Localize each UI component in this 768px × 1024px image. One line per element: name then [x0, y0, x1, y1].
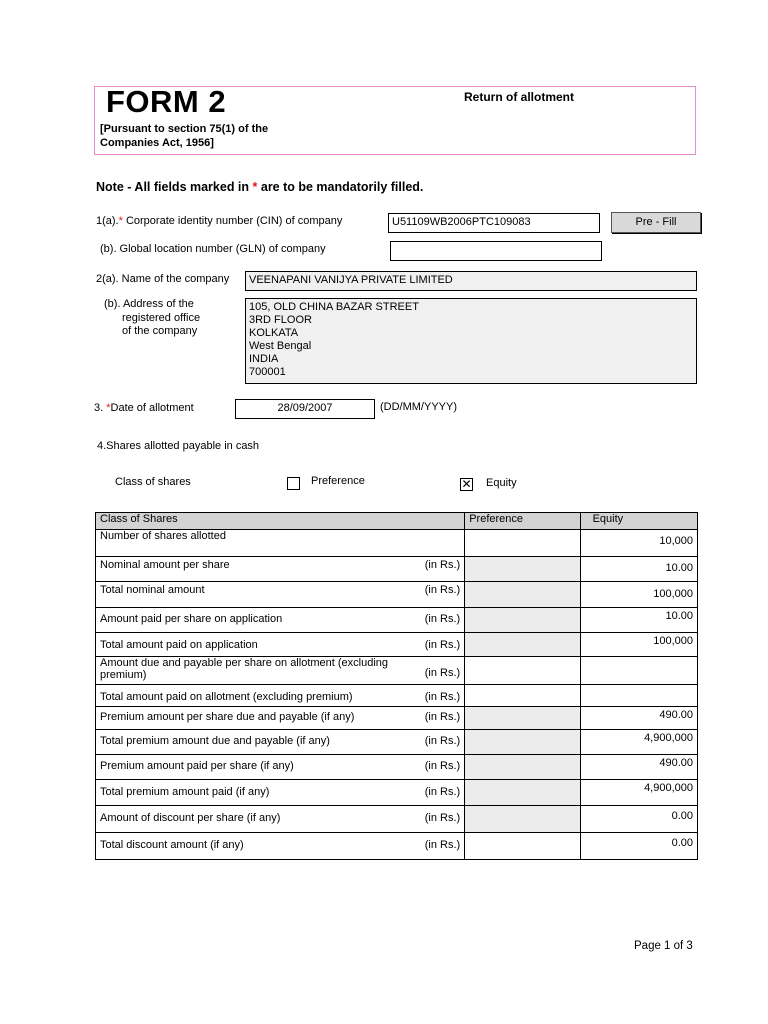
required-star: * — [118, 215, 123, 227]
preference-cell[interactable] — [465, 833, 580, 860]
row-label-text: Total nominal amount — [100, 584, 205, 596]
row-label — [96, 755, 465, 780]
cin-label-text: Corporate identity number (CIN) of company — [122, 215, 343, 227]
shares-table — [95, 512, 698, 860]
row-label — [96, 657, 465, 685]
date-label-text: Date of allotment — [110, 402, 194, 414]
header-equity: Equity — [580, 513, 697, 530]
date-label — [94, 402, 194, 414]
equity-cell[interactable]: 100,000 — [580, 633, 697, 657]
required-star: * — [106, 402, 111, 414]
checkbox-check-icon: ✕ — [461, 477, 472, 491]
pursuant-line-2: Companies Act, 1956] — [100, 137, 214, 149]
address-label-line-3: of the company — [122, 325, 198, 337]
address-line: 700001 — [249, 366, 286, 378]
row-unit: (in Rs.) — [424, 584, 461, 596]
gln-label: (b). Global location number (GLN) of company — [100, 243, 326, 255]
preference-cell[interactable] — [465, 730, 580, 755]
address-line: West Bengal — [249, 340, 312, 352]
equity-cell[interactable] — [580, 657, 697, 685]
equity-cell[interactable]: 4,900,000 — [580, 780, 697, 806]
row-unit: (in Rs.) — [424, 839, 461, 851]
row-label — [96, 707, 465, 730]
row-label-text: Total amount paid on allotment (excluding premium) — [100, 691, 353, 703]
address-line: 3RD FLOOR — [249, 314, 312, 326]
return-title: Return of allotment — [464, 90, 574, 104]
row-label-text: Nominal amount per share — [100, 559, 230, 571]
row-label-text: Total amount paid on application — [100, 639, 258, 651]
gln-input[interactable] — [390, 241, 602, 261]
table-row — [96, 633, 698, 657]
form-title: FORM 2 — [106, 84, 227, 119]
preference-cell[interactable] — [465, 685, 580, 707]
row-unit: (in Rs.) — [424, 812, 461, 824]
preference-cell[interactable] — [465, 582, 580, 608]
date-format-hint: (DD/MM/YYYY) — [380, 401, 457, 413]
row-unit: (in Rs.) — [424, 760, 461, 772]
preference-cell[interactable] — [465, 780, 580, 806]
cin-label-prefix: 1(a). — [96, 215, 119, 227]
equity-cell[interactable]: 100,000 — [580, 582, 697, 608]
note-prefix: Note - All fields marked in — [96, 180, 253, 194]
address-line: INDIA — [249, 353, 279, 365]
equity-checkbox[interactable] — [460, 478, 473, 491]
preference-cell[interactable] — [465, 557, 580, 582]
address-label-line-2: registered office — [122, 311, 201, 324]
date-input[interactable]: 28/09/2007 — [235, 399, 375, 419]
row-label-text: Amount of discount per share (if any) — [100, 812, 281, 824]
page-number: Page 1 of 3 — [634, 940, 693, 952]
row-unit: (in Rs.) — [424, 667, 461, 679]
preference-checkbox-label: Preference — [311, 475, 365, 487]
row-label — [96, 806, 465, 833]
preference-cell[interactable] — [465, 657, 580, 685]
row-label — [96, 530, 465, 557]
cin-input[interactable]: U51109WB2006PTC109083 — [388, 213, 600, 233]
preference-cell[interactable] — [465, 530, 580, 557]
row-label-text: Total premium amount due and payable (if any) — [100, 735, 330, 747]
table-row — [96, 685, 698, 707]
address-textarea[interactable] — [245, 298, 697, 384]
equity-cell[interactable]: 490.00 — [580, 707, 697, 730]
row-label — [96, 833, 465, 860]
row-label-text: Total discount amount (if any) — [100, 839, 244, 851]
equity-checkbox-label: Equity — [486, 477, 517, 489]
cin-label — [96, 215, 342, 227]
table-row — [96, 780, 698, 806]
row-label — [96, 780, 465, 806]
table-row — [96, 755, 698, 780]
table-row — [96, 833, 698, 860]
row-label — [96, 730, 465, 755]
prefill-button[interactable]: Pre - Fill — [611, 212, 701, 233]
row-unit: (in Rs.) — [424, 613, 461, 625]
row-unit: (in Rs.) — [424, 735, 461, 747]
preference-cell[interactable] — [465, 755, 580, 780]
equity-cell[interactable] — [580, 685, 697, 707]
table-row — [96, 730, 698, 755]
equity-cell[interactable]: 0.00 — [580, 833, 697, 860]
table-row — [96, 657, 698, 685]
equity-cell[interactable]: 0.00 — [580, 806, 697, 833]
row-label — [96, 633, 465, 657]
row-label-text: Amount due and payable per share on allotment (excluding premium) — [100, 657, 389, 681]
row-label-text: Premium amount per share due and payable (if any) — [100, 711, 355, 723]
row-unit: (in Rs.) — [424, 786, 461, 798]
table-row — [96, 806, 698, 833]
row-label — [96, 685, 465, 707]
equity-cell[interactable]: 4,900,000 — [580, 730, 697, 755]
table-row — [96, 557, 698, 582]
company-name-label: 2(a). Name of the company — [96, 273, 230, 285]
required-star: * — [252, 180, 258, 194]
row-unit: (in Rs.) — [424, 559, 461, 571]
pursuant-line-1: [Pursuant to section 75(1) of the — [100, 123, 269, 135]
header-class-of-shares: Class of Shares — [96, 513, 465, 530]
preference-cell[interactable] — [465, 707, 580, 730]
pursuant-text — [100, 122, 320, 150]
row-label-text: Amount paid per share on application — [100, 613, 283, 625]
table-row — [96, 608, 698, 633]
equity-cell[interactable]: 10.00 — [580, 557, 697, 582]
table-row — [96, 530, 698, 557]
row-label — [96, 557, 465, 582]
row-label-text: Number of shares allotted — [100, 530, 226, 542]
preference-cell[interactable] — [465, 633, 580, 657]
mandatory-note — [96, 180, 423, 194]
address-line: KOLKATA — [249, 327, 299, 339]
row-unit: (in Rs.) — [424, 691, 461, 703]
row-unit: (in Rs.) — [424, 711, 461, 723]
equity-cell[interactable]: 10,000 — [580, 530, 697, 557]
row-label — [96, 608, 465, 633]
preference-cell[interactable] — [465, 806, 580, 833]
shares-section-title: 4.Shares allotted payable in cash — [97, 440, 260, 452]
preference-checkbox[interactable] — [287, 477, 300, 490]
address-line: 105, OLD CHINA BAZAR STREET — [249, 301, 419, 313]
equity-cell[interactable]: 10.00 — [580, 608, 697, 633]
note-suffix: are to be mandatorily filled. — [257, 180, 424, 194]
table-row — [96, 582, 698, 608]
address-label — [104, 298, 200, 339]
row-label-text: Premium amount paid per share (if any) — [100, 760, 294, 772]
header-preference: Preference — [465, 513, 580, 530]
company-name-input[interactable]: VEENAPANI VANIJYA PRIVATE LIMITED — [245, 271, 697, 291]
address-label-line-1: (b). Address of the — [104, 298, 194, 310]
class-of-shares-label: Class of shares — [115, 476, 191, 488]
row-unit: (in Rs.) — [424, 639, 461, 651]
date-label-prefix: 3. — [94, 402, 107, 414]
table-row — [96, 707, 698, 730]
row-label-text: Total premium amount paid (if any) — [100, 786, 270, 798]
equity-cell[interactable]: 490.00 — [580, 755, 697, 780]
row-label — [96, 582, 465, 608]
table-header-row — [96, 513, 698, 530]
preference-cell[interactable] — [465, 608, 580, 633]
